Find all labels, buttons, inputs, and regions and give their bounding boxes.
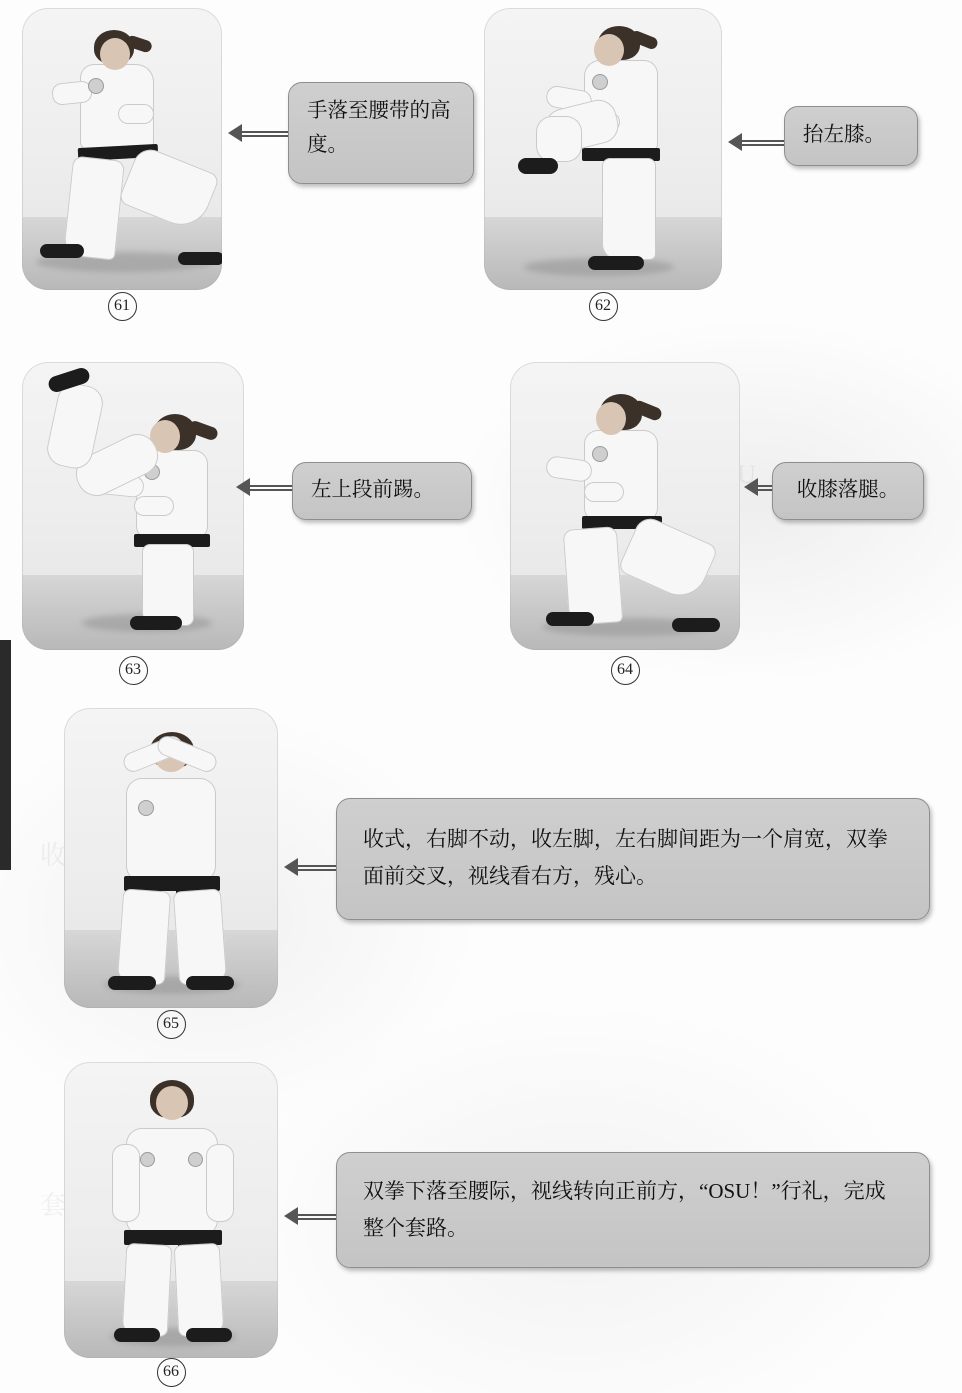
figure-foot-support [130, 616, 182, 630]
callout-66: 双拳下落至腰际，视线转向正前方，“OSU！”行礼，完成整个套路。 [336, 1152, 930, 1268]
figure-foot-front [40, 244, 84, 258]
figure-number-61: 61 [108, 292, 137, 321]
figure-patch [88, 78, 104, 94]
caption-61 [22, 292, 222, 321]
photo-floor [510, 575, 740, 650]
photo-62 [484, 8, 722, 290]
figure-arm-left [112, 1144, 140, 1222]
figure-foot-left [108, 976, 156, 990]
arrow-left-icon-61 [228, 124, 290, 142]
figure-leg-left [122, 1243, 173, 1337]
figure-arm-right [118, 104, 154, 124]
figure-number-65: 65 [157, 1010, 186, 1039]
caption-64 [510, 656, 740, 685]
figure-head [596, 402, 626, 435]
photo-floor [22, 575, 244, 650]
photo-66 [64, 1062, 278, 1358]
figure-number-66: 66 [157, 1358, 186, 1387]
figure-foot-back [672, 618, 720, 632]
photo-63 [22, 362, 244, 650]
photo-65 [64, 708, 278, 1008]
arrow-left-icon-66 [284, 1207, 340, 1225]
figure-head [594, 34, 624, 66]
figure-arm-right [134, 496, 174, 516]
figure-foot-front [546, 612, 594, 626]
callout-63: 左上段前踢。 [292, 462, 472, 520]
figure-leg-front [563, 526, 624, 626]
figure-foot-right [186, 976, 234, 990]
caption-63 [22, 656, 244, 685]
photo-64 [510, 362, 740, 650]
figure-patch-left [140, 1152, 155, 1167]
page-edge-marker [0, 640, 11, 870]
figure-number-63: 63 [119, 656, 148, 685]
caption-62 [484, 292, 722, 321]
figure-arm-right [584, 482, 624, 502]
figure-torso [126, 778, 216, 882]
arrow-left-icon-65 [284, 858, 340, 876]
figure-patch-right [188, 1152, 203, 1167]
figure-head [100, 38, 130, 70]
photo-floor [64, 1281, 278, 1358]
caption-65 [64, 1010, 278, 1039]
arrow-left-icon-63 [236, 478, 298, 496]
figure-shin-raised [536, 116, 582, 162]
figure-foot-left [114, 1328, 160, 1342]
figure-leg-support [142, 544, 194, 626]
figure-leg-right [174, 1243, 225, 1337]
figure-patch [592, 446, 608, 462]
figure-leg-support [602, 158, 656, 260]
caption-66 [64, 1358, 278, 1387]
figure-number-64: 64 [611, 656, 640, 685]
figure-torso [584, 430, 658, 522]
arrow-left-icon-62 [728, 133, 790, 151]
figure-patch [138, 800, 154, 816]
figure-leg-left [117, 888, 171, 985]
photo-floor [64, 930, 278, 1008]
figure-leg-right [173, 888, 227, 985]
callout-61: 手落至腰带的高度。 [288, 82, 474, 184]
figure-foot-raised [518, 158, 558, 174]
figure-patch [592, 74, 608, 90]
callout-62: 抬左膝。 [784, 106, 918, 166]
callout-64: 收膝落腿。 [772, 462, 924, 520]
figure-foot-support [588, 256, 644, 270]
figure-foot-back [178, 252, 222, 265]
figure-number-62: 62 [589, 292, 618, 321]
figure-head [156, 1086, 188, 1120]
figure-arm-right [206, 1144, 234, 1222]
photo-61 [22, 8, 222, 290]
callout-65: 收式，右脚不动，收左脚，左右脚间距为一个肩宽，双拳面前交叉，视线看右方，残心。 [336, 798, 930, 920]
figure-foot-right [186, 1328, 232, 1342]
